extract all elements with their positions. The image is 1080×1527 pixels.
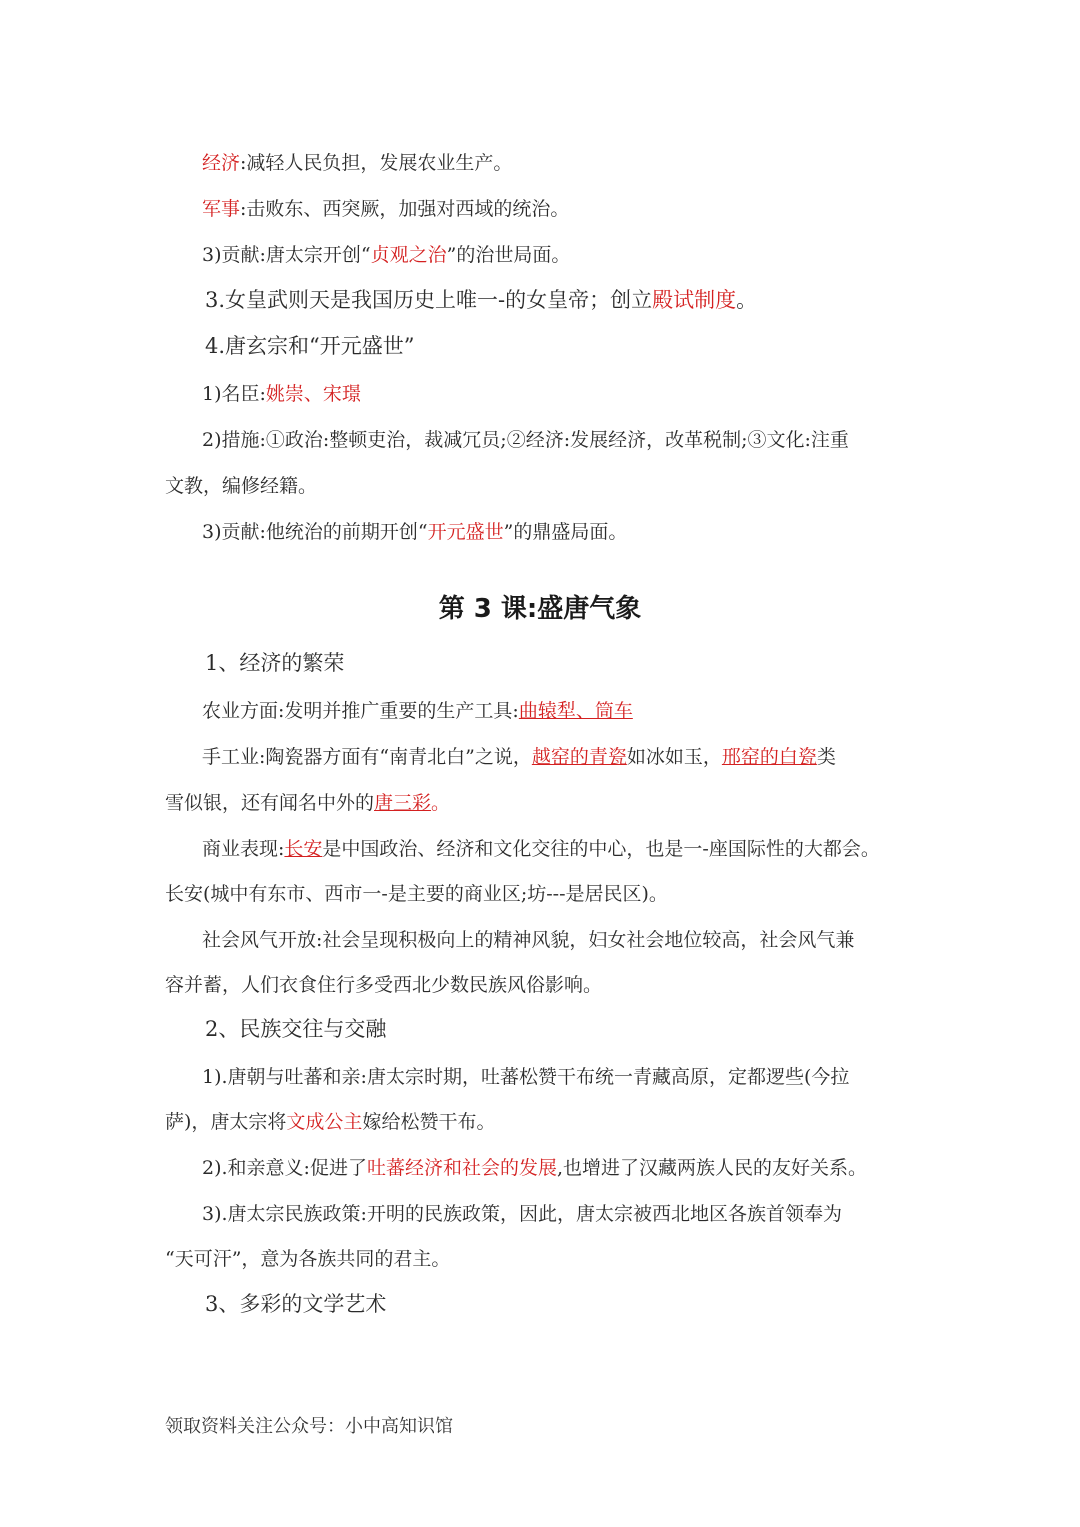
keyword-wencheng: 文成公主 — [286, 1111, 363, 1133]
line-military: 军事:击败东、西突厥，加强对西域的统治。 — [202, 198, 570, 220]
line-contribution-taizong: 3)贡献:唐太宗开创“贞观之治”的治世局面。 — [202, 244, 571, 266]
line-heqin: 1).唐朝与吐蕃和亲:唐太宗时期，吐蕃松赞干布统一青藏高原，定都逻些(今拉 — [202, 1066, 850, 1088]
keyword-tangsancai: 唐三彩 — [374, 792, 432, 814]
line-heqin-cont: 萨)，唐太宗将文成公主嫁给松赞干布。 — [165, 1111, 496, 1133]
keyword-kaiyuan: 开元盛世 — [427, 521, 504, 543]
heading-wuzetian: 3.女皇武则天是我国历史上唯一-的女皇帝；创立殿试制度。 — [205, 288, 758, 312]
line-ministers: 1)名臣:姚崇、宋璟 — [202, 383, 361, 405]
keyword-tubo-development: 吐蕃经济和社会的发展 — [366, 1157, 557, 1179]
keyword-xing-porcelain: 邢窑的白瓷 — [721, 746, 817, 768]
keyword-zhenguan: 贞观之治 — [370, 244, 447, 266]
line-measures-cont: 文教，编修经籍。 — [165, 475, 318, 497]
footer-note: 领取资料关注公众号：小中高知识馆 — [165, 1416, 453, 1437]
line-commerce: 商业表现:长安是中国政治、经济和文化交往的中心，也是一-座国际性的大都会。 — [202, 838, 880, 860]
line-handicraft-cont: 雪似银，还有闻名中外的唐三彩。 — [165, 792, 451, 814]
line-policy-cont: “天可汗”，意为各族共同的君主。 — [165, 1248, 451, 1270]
lesson-title: 第 3 课:盛唐气象 — [438, 594, 642, 624]
line-measures: 2)措施:①政治:整顿吏治，裁减冗员;②经济:发展经济，改革税制;③文化:注重 — [202, 429, 849, 451]
keyword-ministers: 姚崇、宋璟 — [265, 383, 361, 405]
line-policy: 3).唐太宗民族政策:开明的民族政策，因此，唐太宗被西北地区各族首领奉为 — [202, 1203, 842, 1225]
line-handicraft: 手工业:陶瓷器方面有“南青北白”之说，越窑的青瓷如冰如玉，邢窑的白瓷类 — [202, 746, 836, 768]
keyword-dianshi: 殿试制度 — [652, 288, 737, 312]
line-heqin-meaning: 2).和亲意义:促进了吐蕃经济和社会的发展,也增进了汉藏两族人民的友好关系。 — [202, 1157, 868, 1179]
keyword-military: 军事 — [202, 198, 241, 220]
keyword-tools: 曲辕犁、筒车 — [518, 700, 633, 722]
line-social-cont: 容并蓄，人们衣食住行多受西北少数民族风俗影响。 — [165, 974, 603, 996]
heading-ethnic: 2、民族交往与交融 — [205, 1017, 387, 1041]
heading-xuanzong: 4.唐玄宗和“开元盛世” — [205, 334, 415, 358]
line-economy: 经济:减轻人民负担，发展农业生产。 — [202, 152, 513, 174]
heading-economy: 1、经济的繁荣 — [205, 651, 345, 675]
line-social: 社会风气开放:社会呈现积极向上的精神风貌，妇女社会地位较高，社会风气兼 — [202, 929, 855, 951]
keyword-economy: 经济 — [202, 152, 241, 174]
line-agriculture: 农业方面:发明并推广重要的生产工具:曲辕犁、筒车 — [202, 700, 633, 722]
line-contribution-xuanzong: 3)贡献:他统治的前期开创“开元盛世”的鼎盛局面。 — [202, 521, 628, 543]
heading-literature: 3、多彩的文学艺术 — [205, 1292, 387, 1316]
keyword-changan: 长安 — [284, 838, 323, 860]
line-commerce-cont: 长安(城中有东市、西市一-是主要的商业区;坊---是居民区)。 — [165, 883, 668, 905]
keyword-yue-porcelain: 越窑的青瓷 — [531, 746, 627, 768]
